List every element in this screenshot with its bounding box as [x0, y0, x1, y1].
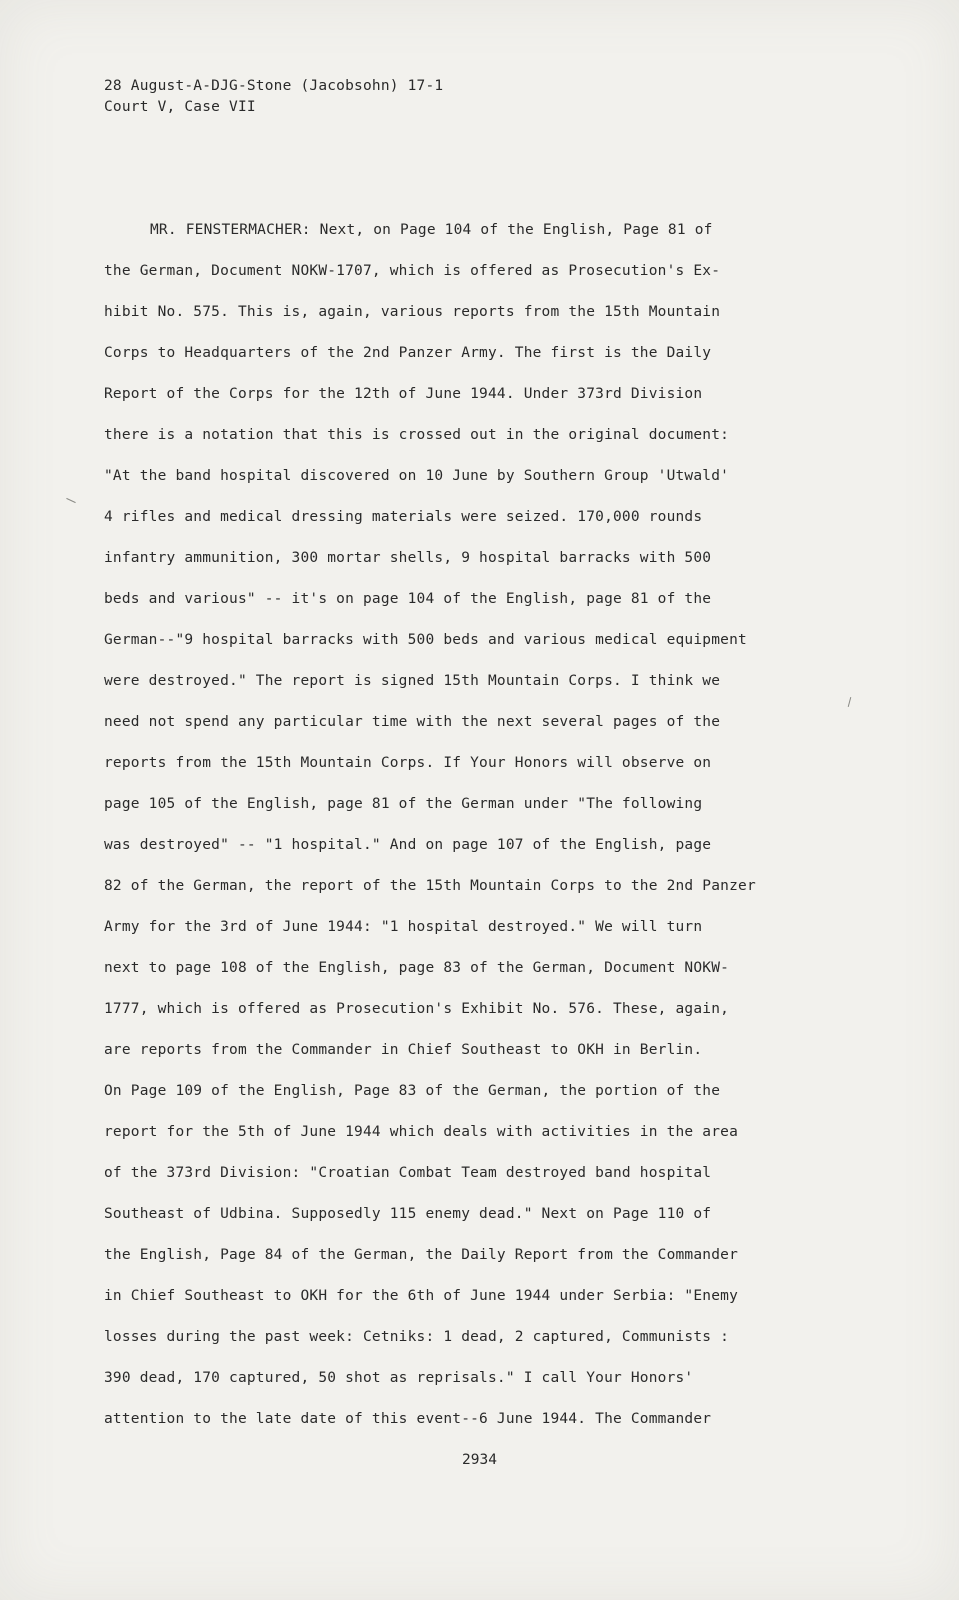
- transcript-line: were destroyed." The report is signed 15th Mountain Corps. I think we: [104, 673, 721, 689]
- transcript-line: there is a notation that this is crossed out in the original document:: [104, 427, 730, 443]
- transcript-line: of the 373rd Division: "Croatian Combat Team destroyed band hospital: [104, 1165, 712, 1181]
- transcript-body: [104, 210, 864, 1440]
- stray-pen-mark: [66, 498, 75, 503]
- transcript-line: "At the band hospital discovered on 10 June by Southern Group 'Utwald': [104, 468, 730, 484]
- transcript-line: reports from the 15th Mountain Corps. If Your Honors will observe on: [104, 755, 712, 771]
- transcript-line: 390 dead, 170 captured, 50 shot as reprisals." I call Your Honors': [104, 1370, 694, 1386]
- document-header: [104, 76, 443, 118]
- transcript-line: was destroyed" -- "1 hospital." And on page 107 of the English, page: [104, 837, 712, 853]
- transcript-line: Corps to Headquarters of the 2nd Panzer Army. The first is the Daily: [104, 345, 712, 361]
- transcript-line: 1777, which is offered as Prosecution's Exhibit No. 576. These, again,: [104, 1001, 730, 1017]
- transcript-line: page 105 of the English, page 81 of the German under "The following: [104, 796, 703, 812]
- transcript-line: Army for the 3rd of June 1944: "1 hospital destroyed." We will turn: [104, 919, 703, 935]
- transcript-line: infantry ammunition, 300 mortar shells, 9 hospital barracks with 500: [104, 550, 712, 566]
- transcript-line: report for the 5th of June 1944 which deals with activities in the area: [104, 1124, 739, 1140]
- transcript-line: Report of the Corps for the 12th of June 1944. Under 373rd Division: [104, 386, 703, 402]
- page-number: 2934: [462, 1452, 497, 1468]
- transcript-line: next to page 108 of the English, page 83 of the German, Document NOKW-: [104, 960, 730, 976]
- transcript-line: MR. FENSTERMACHER: Next, on Page 104 of the English, Page 81 of: [150, 222, 713, 238]
- header-court-line: Court V, Case VII: [104, 99, 256, 115]
- transcript-line: hibit No. 575. This is, again, various reports from the 15th Mountain: [104, 304, 721, 320]
- transcript-line: 4 rifles and medical dressing materials were seized. 170,000 rounds: [104, 509, 703, 525]
- transcript-line: in Chief Southeast to OKH for the 6th of June 1944 under Serbia: "Enemy: [104, 1288, 739, 1304]
- transcript-line: are reports from the Commander in Chief Southeast to OKH in Berlin.: [104, 1042, 703, 1058]
- transcript-line: need not spend any particular time with the next several pages of the: [104, 714, 721, 730]
- transcript-line: 82 of the German, the report of the 15th Mountain Corps to the 2nd Panzer: [104, 878, 756, 894]
- transcript-line: the English, Page 84 of the German, the Daily Report from the Commander: [104, 1247, 739, 1263]
- transcript-line: the German, Document NOKW-1707, which is offered as Prosecution's Ex-: [104, 263, 721, 279]
- transcript-line: beds and various" -- it's on page 104 of the English, page 81 of the: [104, 591, 712, 607]
- header-reference-line: 28 August-A-DJG-Stone (Jacobsohn) 17-1: [104, 78, 444, 94]
- transcript-line: German--"9 hospital barracks with 500 beds and various medical equipment: [104, 632, 747, 648]
- transcript-line: attention to the late date of this event--6 June 1944. The Commander: [104, 1411, 712, 1427]
- transcript-line: losses during the past week: Cetniks: 1 dead, 2 captured, Communists :: [104, 1329, 730, 1345]
- transcript-line: Southeast of Udbina. Supposedly 115 enemy dead." Next on Page 110 of: [104, 1206, 712, 1222]
- transcript-line: On Page 109 of the English, Page 83 of the German, the portion of the: [104, 1083, 721, 1099]
